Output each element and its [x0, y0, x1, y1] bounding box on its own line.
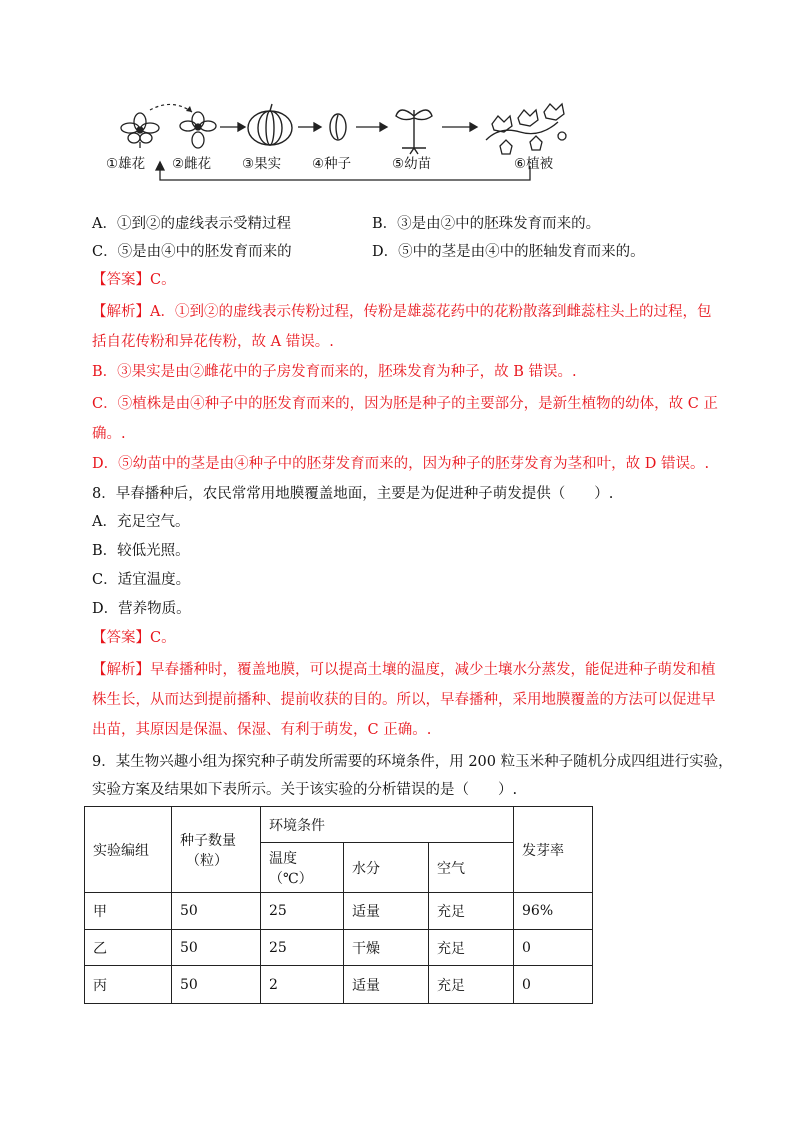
diagram-label-fruit: ③果实 [242, 156, 282, 172]
cell-count: 50 [172, 893, 261, 930]
q9-question-stem: 9．某生物兴趣小组为探究种子萌发所需要的环境条件，用 200 粒玉米种子随机分成四组进行实验， [92, 754, 733, 770]
q8-option-a: A．充足空气。 [92, 514, 190, 530]
q7-analysis-line: B．③果实是由②雌花中的子房发育而来的，胚珠发育为种子，故 B 错误。. [92, 364, 577, 380]
plant-life-cycle-diagram [100, 96, 600, 196]
diagram-label-female-flower: ②雌花 [172, 156, 212, 172]
experiment-table [84, 806, 593, 1004]
arrow-icon [220, 123, 245, 131]
vine-plant-icon [486, 104, 566, 154]
q7-option-c: C．⑤是由④中的胚发育而来的 [92, 244, 292, 260]
diagram-label-seed: ④种子 [312, 156, 352, 172]
female-flower-icon [180, 112, 216, 148]
q8-analysis-line: 【解析】早春播种时，覆盖地膜，可以提高土壤的温度，减少土壤水分蒸发，能促进种子萌发和植 [92, 662, 716, 678]
table-row [85, 966, 593, 1004]
q8-option-b: B．较低光照。 [92, 543, 190, 559]
cell-temp: 25 [261, 930, 344, 966]
life-cycle-illustration [100, 96, 600, 196]
cell-air: 充足 [429, 930, 514, 966]
diagram-label-plant: ⑥植被 [514, 156, 554, 172]
pumpkin-fruit-icon [248, 104, 292, 145]
cell-count: 50 [172, 930, 261, 966]
table-header-water: 水分 [344, 843, 429, 893]
cell-group: 乙 [85, 930, 172, 966]
q7-option-a: A．①到②的虚线表示受精过程 [92, 216, 291, 232]
q9-question-stem: 实验方案及结果如下表所示。关于该实验的分析错误的是（ ）. [92, 782, 518, 798]
table-header-seed-count [172, 807, 261, 893]
cell-group: 甲 [85, 893, 172, 930]
table-header-temperature [261, 843, 344, 893]
table-header-air: 空气 [429, 843, 514, 893]
q8-option-c: C．适宜温度。 [92, 572, 191, 588]
q7-answer: 【答案】C。 [92, 272, 176, 288]
table-header-temperature-label: 温度 [269, 850, 297, 867]
table-header-temperature-unit: （℃） [269, 870, 313, 887]
seedling-icon [396, 110, 432, 154]
table-header-seed-count-label: 种子数量 [180, 832, 236, 849]
q7-analysis-line: 【解析】A．①到②的虚线表示传粉过程，传粉是雄蕊花药中的花粉散落到雌蕊柱头上的过程，包 [92, 304, 712, 320]
diagram-label-seedling: ⑤幼苗 [392, 156, 432, 172]
diagram-label-male-flower: ①雄花 [106, 156, 146, 172]
table-row [85, 930, 593, 966]
cell-air: 充足 [429, 966, 514, 1004]
cell-water: 适量 [344, 966, 429, 1004]
arrow-icon [298, 123, 321, 131]
arrow-icon [356, 123, 387, 131]
male-flower-icon [121, 113, 159, 148]
cell-group: 丙 [85, 966, 172, 1004]
table-header-seed-count-unit: （粒） [186, 852, 228, 869]
cell-temp: 25 [261, 893, 344, 930]
cell-count: 50 [172, 966, 261, 1004]
cell-rate: 96% [514, 893, 593, 930]
q8-question-stem: 8．早春播种后，农民常常用地膜覆盖地面，主要是为促进种子萌发提供（ ）. [92, 486, 614, 502]
table-header-germination-rate: 发芽率 [514, 807, 593, 893]
q7-analysis-line: 括自花传粉和异花传粉，故 A 错误。. [92, 334, 334, 350]
dashed-arrow [150, 104, 192, 112]
cell-rate: 0 [514, 930, 593, 966]
cell-air: 充足 [429, 893, 514, 930]
seed-icon [330, 114, 346, 140]
q8-answer: 【答案】C。 [92, 630, 176, 646]
cell-rate: 0 [514, 966, 593, 1004]
q7-analysis-line: D．⑤幼苗中的茎是由④种子中的胚芽发育而来的，因为种子的胚芽发育为茎和叶，故 D 错误。. [92, 456, 710, 472]
table-header-group: 实验编组 [85, 807, 172, 893]
q8-analysis-line: 出苗，其原因是保温、保湿、有利于萌发，C 正确。. [92, 722, 432, 738]
cell-temp: 2 [261, 966, 344, 1004]
arrow-icon [442, 123, 477, 131]
q7-analysis-line: 确。. [92, 426, 126, 442]
table-header-environment: 环境条件 [261, 807, 514, 843]
q7-option-d: D．⑤中的茎是由④中的胚轴发育而来的。 [372, 244, 645, 260]
q7-option-b: B．③是由②中的胚珠发育而来的。 [372, 216, 601, 232]
cell-water: 干燥 [344, 930, 429, 966]
q8-option-d: D．营养物质。 [92, 601, 191, 617]
cell-water: 适量 [344, 893, 429, 930]
q7-analysis-line: C．⑤植株是由④种子中的胚发育而来的，因为胚是种子的主要部分，是新生植物的幼体，故 C 正 [92, 396, 718, 412]
table-row [85, 893, 593, 930]
q8-analysis-line: 株生长，从而达到提前播种、提前收获的目的。所以，早春播种，采用地膜覆盖的方法可以促进早 [92, 692, 716, 708]
